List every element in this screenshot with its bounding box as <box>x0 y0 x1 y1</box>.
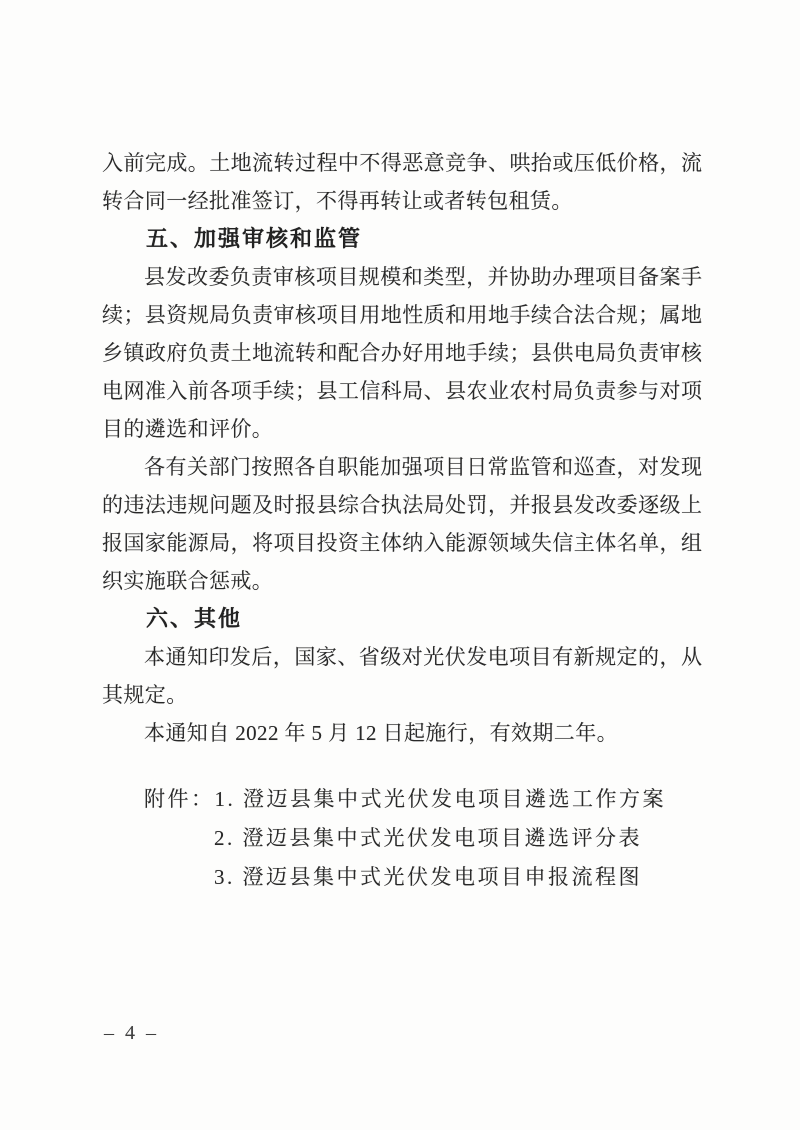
attachment-row <box>102 780 702 819</box>
page-number: – 4 – <box>104 1022 159 1044</box>
body-line: 本通知印发后，国家、省级对光伏发电项目有新规定的，从 <box>144 645 702 669</box>
attachment-item: 1. 澄迈县集中式光伏发电项目遴选工作方案 <box>214 787 666 811</box>
body-line: 织实施联合惩戒。 <box>102 569 274 593</box>
body-line: 各有关部门按照各自职能加强项目日常监管和巡查，对发现 <box>144 455 702 479</box>
body-line: 报国家能源局，将项目投资主体纳入能源领域失信主体名单，组 <box>102 531 702 555</box>
attachment-row <box>102 819 702 858</box>
section-6-heading: 六、其他 <box>146 606 243 631</box>
body-line: 入前完成。土地流转过程中不得恶意竞争、哄抬或压低价格，流 <box>102 151 702 175</box>
body-line: 电网准入前各项手续；县工信科局、县农业农村局负责参与对项 <box>102 379 702 403</box>
attachment-row <box>102 858 702 897</box>
body-line: 的违法违规问题及时报县综合执法局处罚，并报县发改委逐级上 <box>102 493 702 517</box>
document-body <box>102 144 702 897</box>
body-line: 乡镇政府负责土地流转和配合办好用地手续；县供电局负责审核 <box>102 341 702 365</box>
attachment-item: 3. 澄迈县集中式光伏发电项目申报流程图 <box>214 865 642 889</box>
body-line: 续；县资规局负责审核项目用地性质和用地手续合法合规；属地 <box>102 303 702 327</box>
body-line: 转合同一经批准签订，不得再转让或者转包租赁。 <box>102 189 573 213</box>
body-line: 县发改委负责审核项目规模和类型，并协助办理项目备案手 <box>144 265 702 289</box>
attachment-item: 2. 澄迈县集中式光伏发电项目遴选评分表 <box>214 826 642 850</box>
attachments-label: 附件： <box>144 787 215 811</box>
effective-date-line: 本通知自 2022 年 5 月 12 日起施行，有效期二年。 <box>144 721 618 745</box>
body-line: 目的遴选和评价。 <box>102 417 274 441</box>
section-5-heading: 五、加强审核和监管 <box>146 226 363 251</box>
blank-gap <box>102 752 702 780</box>
body-line: 其规定。 <box>102 683 188 707</box>
